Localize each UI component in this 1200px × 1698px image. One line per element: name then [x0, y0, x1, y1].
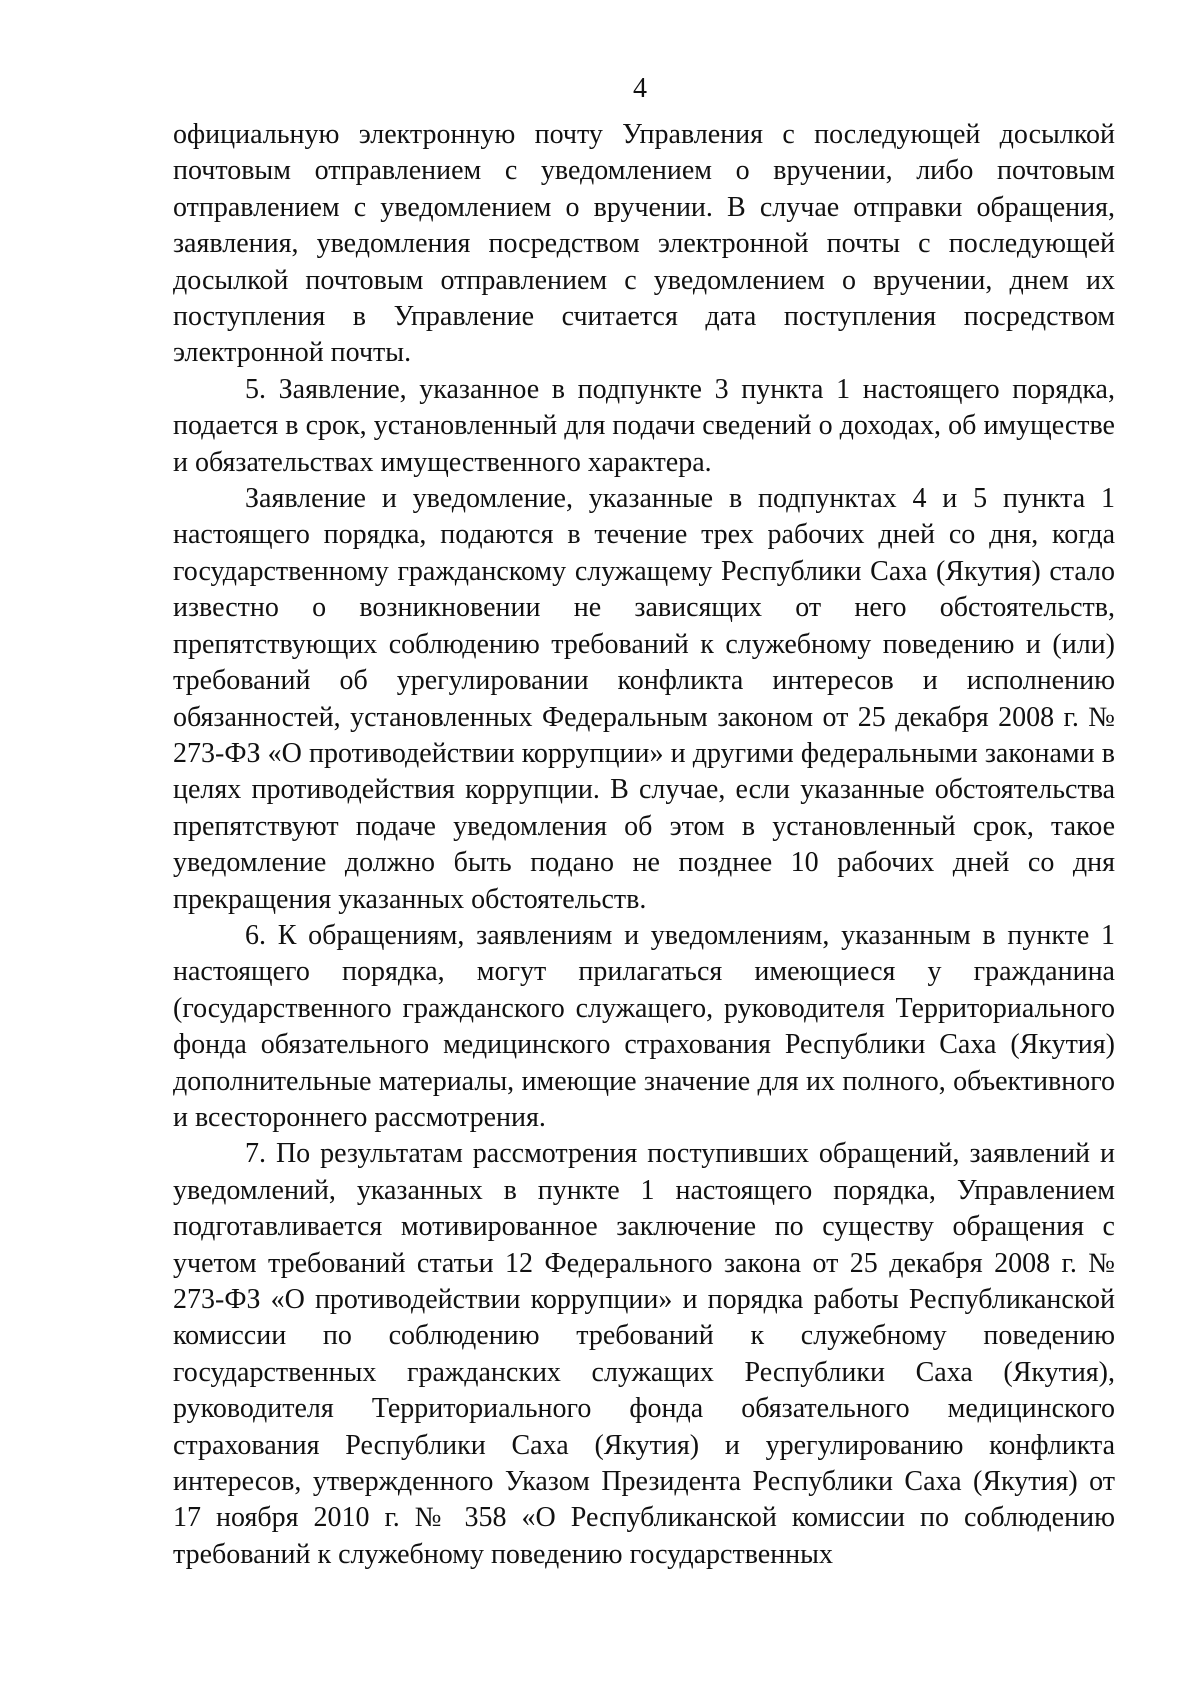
document-body [173, 117, 1115, 1573]
paragraph-item-7: 7. По результатам рассмотрения поступивших обращений, заявлений и уведомлений, указанных в пункте 1 настоящего порядка, Управлением подготавливается мотивированное заключение по существу обращения с учетом требований статьи 12 Федерального закона от 25 декабря 2008 г. № 273-ФЗ «О противодействии коррупции» и порядка работы Республиканской комиссии по соблюдению требований к служебному поведению государственных гражданских служащих Республики Саха (Якутия), руководителя Территориального фонда обязательного медицинского страхования Республики Саха (Якутия) и урегулированию конфликта интересов, утвержденного Указом Президента Республики Саха (Якутия) от 17 ноября 2010 г. № 358 «О Республиканской комиссии по соблюдению требований к служебному поведению государственных [173, 1138, 1115, 1570]
page-number: 4 [633, 73, 647, 104]
paragraph-item-5-notice: Заявление и уведомление, указанные в подпунктах 4 и 5 пункта 1 настоящего порядка, подаются в течение трех рабочих дней со дня, когда государственному гражданскому служащему Республики Саха (Якутия) стало известно о возникновении не зависящих от него обстоятельств, препятствующих соблюдению требований к служебному поведению и (или) требований об урегулировании конфликта интересов и исполнению обязанностей, установленных Федеральным законом от 25 декабря 2008 г. № 273-ФЗ «О противодействии коррупции» и другими федеральными законами в целях противодействия коррупции. В случае, если указанные обстоятельства препятствуют подаче уведомления об этом в установленный срок, такое уведомление должно быть подано не позднее 10 рабочих дней со дня прекращения указанных обстоятельств. [173, 483, 1115, 915]
paragraph-item-5: 5. Заявление, указанное в подпункте 3 пункта 1 настоящего порядка, подается в срок, установленный для подачи сведений о доходах, об имуществе и обязательствах имущественного характера. [173, 373, 1115, 478]
paragraph-continuation: официальную электронную почту Управления с последующей досылкой почтовым отправлением с уведомлением о вручении, либо почтовым отправлением с уведомлением о вручении. В случае отправки обращения, заявления, уведомления посредством электронной почты с последующей досылкой почтовым отправлением с уведомлением о вручении, днем их поступления в Управление считается дата поступления посредством электронной почты. [173, 119, 1115, 369]
paragraph-item-6: 6. К обращениям, заявлениям и уведомлениям, указанным в пункте 1 настоящего порядка, могут прилагаться имеющиеся у гражданина (государственного гражданского служащего, руководителя Территориального фонда обязательного медицинского страхования Республики Саха (Якутия) дополнительные материалы, имеющие значение для их полного, объективного и всестороннего рассмотрения. [173, 919, 1115, 1133]
